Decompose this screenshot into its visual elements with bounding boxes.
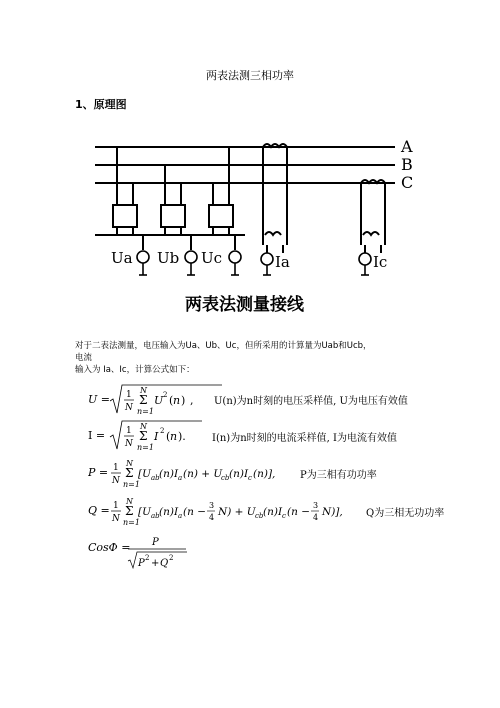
svg-text:ab: ab xyxy=(151,512,160,520)
svg-text:1: 1 xyxy=(126,426,132,436)
pt-uc xyxy=(209,205,233,227)
svg-text:n=1: n=1 xyxy=(123,518,140,527)
svg-text:2: 2 xyxy=(145,554,150,562)
svg-text:N: N xyxy=(125,439,133,449)
svg-text:a: a xyxy=(178,512,183,520)
svg-text:(n)],: (n)], xyxy=(253,468,276,480)
paragraph-line-1: 对于二表法测量，电压输入为Ua、Ub、Uc，但所采用的计算量为Uab和Ucb， xyxy=(75,341,372,351)
svg-text:ab: ab xyxy=(151,474,160,482)
meter-ia xyxy=(261,253,273,265)
svg-text:): ) xyxy=(181,394,186,407)
phase-label-c: C xyxy=(401,173,414,192)
svg-text:[U: [U xyxy=(138,468,151,480)
svg-text:a: a xyxy=(178,474,183,482)
svg-text:,: , xyxy=(190,394,194,407)
svg-text:(n)I: (n)I xyxy=(229,468,249,480)
equation-p-description: P为三相有功功率 xyxy=(300,470,377,481)
svg-text:N: N xyxy=(125,403,133,413)
section-heading: 1、原理图 xyxy=(75,98,127,111)
svg-text:(n)I: (n)I xyxy=(263,506,283,518)
svg-text:n=1: n=1 xyxy=(137,407,154,416)
meter-ua xyxy=(137,251,149,263)
svg-text:+: + xyxy=(151,558,160,569)
equation-q-description: Q为三相无功功率 xyxy=(366,508,445,519)
svg-text:N: N xyxy=(126,497,133,506)
equation-u xyxy=(88,383,228,420)
formula-q xyxy=(88,494,368,530)
svg-text:c: c xyxy=(282,512,286,520)
meter-ic xyxy=(359,253,371,265)
svg-text:U: U xyxy=(154,394,164,407)
svg-text:(n)I: (n)I xyxy=(159,468,179,480)
svg-text:N: N xyxy=(140,422,147,431)
meter-label-ua: Ua xyxy=(111,249,133,267)
svg-text:N: N xyxy=(112,476,120,486)
meter-label-ia: Ia xyxy=(275,253,290,271)
document-title: 两表法测三相功率 xyxy=(206,69,294,82)
equation-p-lhs: P = xyxy=(88,466,109,479)
svg-text:(n)I: (n)I xyxy=(159,506,179,518)
svg-text:N: N xyxy=(126,459,133,468)
equation-i-description: I(n)为n时刻的电流采样值, I为电流有效值 xyxy=(212,433,397,444)
svg-text:(: ( xyxy=(166,430,171,443)
svg-text:1: 1 xyxy=(113,463,119,473)
svg-text:cb: cb xyxy=(255,512,264,520)
svg-text:2: 2 xyxy=(163,391,168,399)
phase-label-b: B xyxy=(401,155,413,174)
svg-text:n: n xyxy=(170,430,178,443)
svg-text:N: N xyxy=(112,514,120,524)
equation-u-description: U(n)为n时刻的电压采样值, U为电压有效值 xyxy=(214,396,408,407)
svg-text:n=1: n=1 xyxy=(137,443,154,452)
svg-text:P: P xyxy=(138,558,145,569)
svg-text:(n −: (n − xyxy=(287,506,310,518)
svg-text:1: 1 xyxy=(113,501,119,511)
equation-cos-phi xyxy=(88,533,208,576)
equation-q xyxy=(88,494,368,533)
svg-text:Σ: Σ xyxy=(139,393,148,407)
svg-text:(: ( xyxy=(169,394,174,407)
svg-text:(n −: (n − xyxy=(183,506,206,518)
svg-text:I: I xyxy=(154,430,159,443)
equation-cos-phi-lhs: CosΦ = xyxy=(88,541,131,554)
equation-p xyxy=(88,456,288,493)
equation-i-lhs: I = xyxy=(88,429,106,442)
wiring-diagram xyxy=(95,135,425,335)
svg-text:[U: [U xyxy=(138,506,151,518)
pt-ub xyxy=(161,205,185,227)
svg-text:N) + U: N) + U xyxy=(218,506,256,518)
formula-p xyxy=(88,456,288,490)
svg-text:3: 3 xyxy=(209,501,215,510)
svg-text:c: c xyxy=(248,474,252,482)
formula-cos-phi xyxy=(88,533,208,573)
svg-text:N: N xyxy=(140,386,147,395)
svg-text:2: 2 xyxy=(169,554,174,562)
svg-text:Q: Q xyxy=(160,558,169,569)
svg-text:n=1: n=1 xyxy=(123,480,140,489)
svg-text:Σ: Σ xyxy=(139,429,148,443)
meter-ub xyxy=(185,251,197,263)
svg-text:P: P xyxy=(152,537,159,548)
paragraph-line-3: 输入为 Ia、Ic，计算公式如下： xyxy=(75,365,195,375)
meter-label-uc: Uc xyxy=(201,249,223,267)
equation-q-lhs: Q = xyxy=(88,504,110,517)
formula-i xyxy=(88,419,228,453)
equation-i xyxy=(88,419,228,456)
svg-text:(n) + U: (n) + U xyxy=(183,468,223,480)
paragraph-line-2: 电流 xyxy=(75,353,93,363)
svg-text:1: 1 xyxy=(126,390,132,400)
formula-u xyxy=(88,383,228,417)
svg-text:Σ: Σ xyxy=(125,504,134,518)
svg-text:N)],: N)], xyxy=(322,506,343,518)
equation-u-lhs: U = xyxy=(88,393,110,406)
svg-text:4: 4 xyxy=(313,513,319,522)
svg-text:cb: cb xyxy=(221,474,230,482)
figure-caption: 两表法测量接线 xyxy=(185,295,304,315)
meter-label-ic: Ic xyxy=(373,253,388,271)
svg-text:4: 4 xyxy=(209,513,215,522)
svg-text:).: ). xyxy=(178,430,186,443)
svg-text:n: n xyxy=(173,394,181,407)
svg-text:2: 2 xyxy=(160,427,165,435)
meter-label-ub: Ub xyxy=(157,249,180,267)
svg-text:Σ: Σ xyxy=(125,466,134,480)
pt-ua xyxy=(113,205,137,227)
phase-label-a: A xyxy=(401,137,413,156)
meter-uc xyxy=(229,251,241,263)
svg-text:3: 3 xyxy=(313,501,319,510)
